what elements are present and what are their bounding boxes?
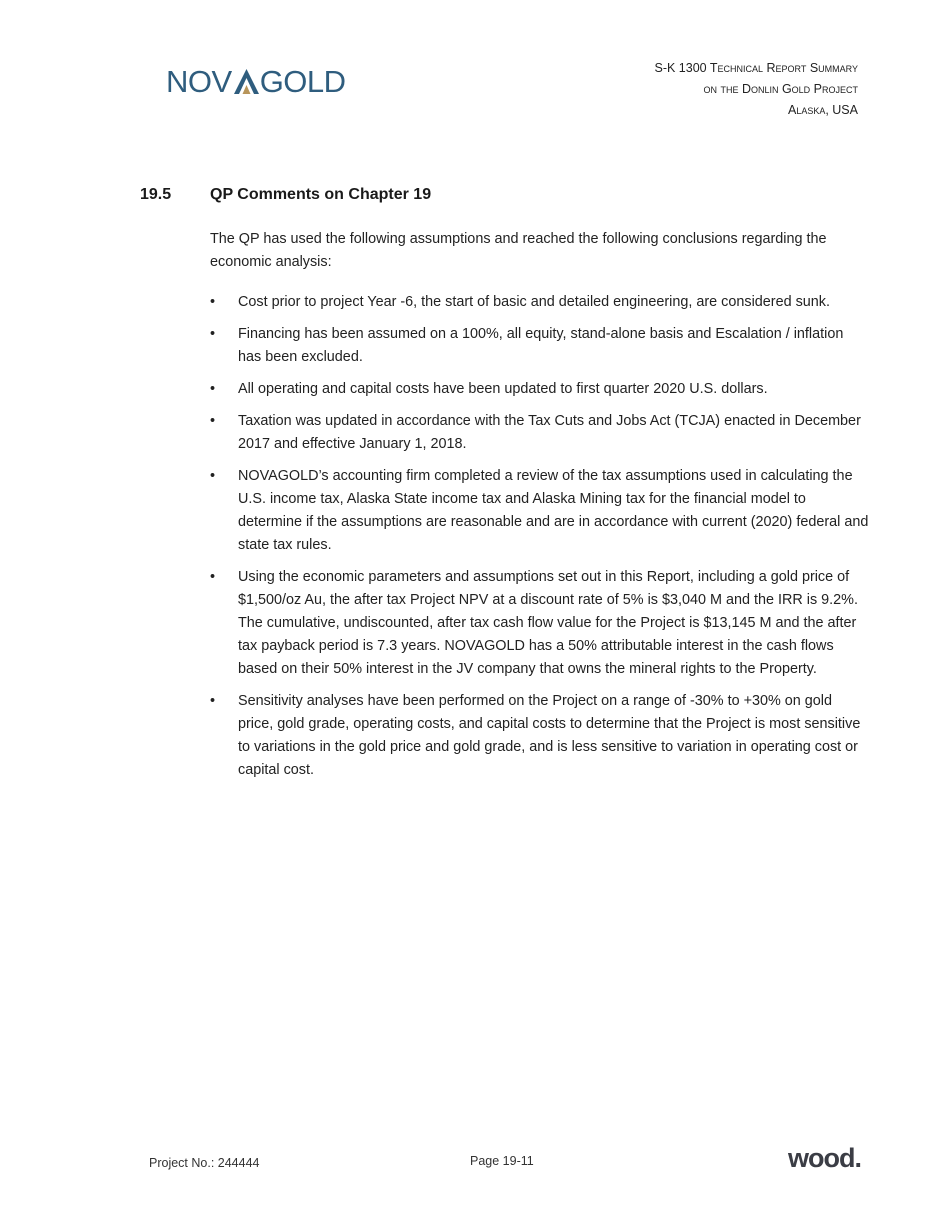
logo-text-right: GOLD [259, 64, 346, 99]
section-title: QP Comments on Chapter 19 [210, 186, 432, 203]
project-number: Project No.: 244444 [149, 1156, 260, 1170]
report-header [655, 58, 859, 121]
page-number: Page 19-11 [470, 1154, 534, 1168]
wood-logo: wood. [788, 1143, 861, 1173]
list-item-text: Sensitivity analyses have been performed on the Project on a range of -30% to +30% on gold price, gold grade, operating costs, and capital costs to determine that the Project is most sensitive to variations in the gold price and gold grade, and is less sensitive to variation in operating cost or capital cost. [238, 693, 861, 778]
bullet-list [210, 291, 870, 782]
list-item-text: Financing has been assumed on a 100%, all equity, stand-alone basis and Escalation / inflation has been excluded. [238, 326, 844, 365]
bullet-icon: • [210, 413, 216, 429]
bullet-icon: • [210, 693, 216, 709]
list-item [210, 690, 870, 782]
report-title-line2: on the Donlin Gold Project [703, 82, 858, 96]
list-item-text: Using the economic parameters and assumptions set out in this Report, including a gold price of $1,500/oz Au, the after tax Project NPV at a discount rate of 5% is $3,040 M and the IRR is 9.2%. The cumulative, undiscounted, after tax cash flow value for the Project is $13,145 M and the after tax payback period is 7.3 years. NOVAGOLD has a 50% attributable interest in the cash flows based on their 50% interest in the JV company that owns the mineral rights to the Property. [238, 569, 858, 677]
report-title-line1: S-K 1300 Technical Report Summary [654, 61, 858, 75]
list-item [210, 323, 870, 369]
list-item [210, 465, 870, 557]
list-item [210, 378, 870, 401]
bullet-icon: • [210, 381, 216, 397]
bullet-icon: • [210, 468, 216, 484]
list-item [210, 410, 870, 456]
list-item [210, 566, 870, 681]
list-item-text: NOVAGOLD’s accounting firm completed a review of the tax assumptions used in calculating the U.S. income tax, Alaska State income tax and Alaska Mining tax for the financial model to determine if the assumptions are reasonable and are in accordance with current (2020) federal and state tax rules. [238, 468, 869, 553]
list-item-text: All operating and capital costs have been updated to first quarter 2020 U.S. dollars. [238, 381, 768, 397]
intro-paragraph: The QP has used the following assumptions and reached the following conclusions regarding the economic analysis: [210, 231, 827, 270]
section-body [210, 228, 870, 791]
bullet-icon: • [210, 569, 216, 585]
logo-a-mark-icon [233, 67, 260, 97]
list-item [210, 291, 870, 314]
section-number: 19.5 [140, 186, 172, 203]
logo-text-left: NOV [166, 64, 232, 99]
report-title-line3: Alaska, USA [787, 103, 858, 117]
list-item-text: Taxation was updated in accordance with the Tax Cuts and Jobs Act (TCJA) enacted in December 2017 and effective January 1, 2018. [238, 413, 861, 452]
bullet-icon: • [210, 294, 216, 310]
novagold-logo [166, 62, 346, 102]
bullet-icon: • [210, 326, 216, 342]
list-item-text: Cost prior to project Year -6, the start of basic and detailed engineering, are considered sunk. [238, 294, 830, 310]
